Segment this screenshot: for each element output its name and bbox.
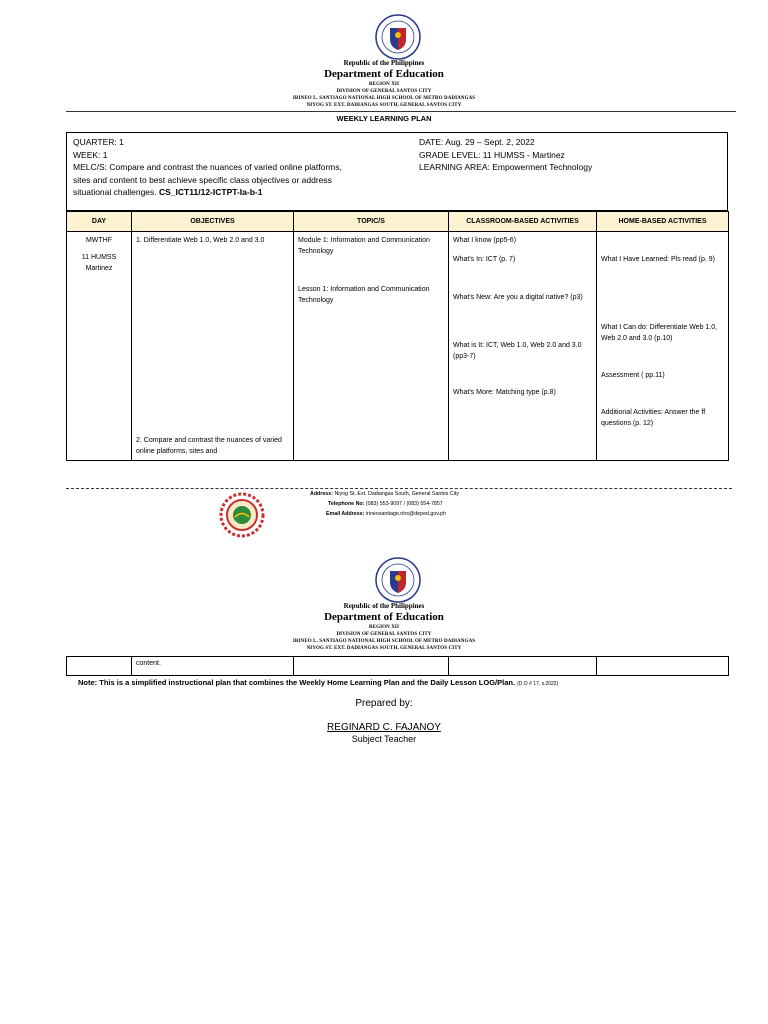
day-cell	[67, 232, 132, 461]
header-topics: TOPIC/S	[294, 212, 449, 232]
note-text: Note: This is a simplified instructional plan that combines the Weekly Home Learning Plan and the Daily Lesson LOG/Plan. (D.O # 17, s.2022)	[78, 678, 559, 687]
grade-level-text: GRADE LEVEL: 11 HUMSS - Martinez	[419, 149, 565, 160]
home-item: What I Can do: Differentiate Web 1.0, Web 2.0 and 3.0 (p.10)	[601, 324, 718, 342]
classroom-item: What's In: ICT (p. 7)	[453, 256, 516, 263]
classroom-item: What's More: Matching type (p.8)	[453, 389, 556, 396]
division-text: DIVISION OF GENERAL SANTOS CITY	[336, 89, 432, 94]
school-name: IRINEO L. SANTIAGO NATIONAL HIGH SCHOOL OF METRO DADIANGAS	[292, 96, 476, 101]
day-cell	[67, 657, 132, 676]
classroom-item: What is It: ICT, Web 1.0, Web 2.0 and 3.0 (pp3-7)	[453, 342, 582, 360]
week-text: WEEK: 1	[73, 149, 108, 160]
day-text: MWTHF	[85, 237, 113, 244]
footer-email: Email Address: irineosantiago.nhs@deped.gov.ph	[326, 511, 446, 517]
republic-text: Republic of the Philippines	[343, 602, 425, 610]
republic-text: Republic of the Philippines	[343, 59, 425, 67]
continuation-table	[66, 656, 729, 676]
info-right	[419, 136, 719, 174]
objectives-cell: content.	[132, 657, 294, 676]
home-item: Assessment ( pp.11)	[601, 372, 665, 379]
footer-address: Address: Niyog St. Ext. Dadiangas South, General Santos City	[310, 491, 459, 497]
division-text: DIVISION OF GENERAL SANTOS CITY	[336, 632, 432, 637]
plan-table	[66, 211, 729, 461]
note-ref: (D.O # 17, s.2022)	[517, 681, 559, 687]
classroom-cell	[449, 657, 597, 676]
home-cell	[597, 232, 729, 461]
melc-code: CS_ICT11/12-ICTPT-Ia-b-1	[159, 187, 263, 197]
quarter-text: QUARTER: 1	[73, 137, 124, 147]
melc-line-2: sites and content to best achieve specific class objectives or address	[73, 174, 332, 185]
table-row	[67, 657, 729, 676]
objective-item: 1. Differentiate Web 1.0, Web 2.0 and 3.0	[136, 237, 265, 244]
school-name: IRINEO L. SANTIAGO NATIONAL HIGH SCHOOL OF METRO DADIANGAS	[292, 639, 476, 644]
classroom-item: What I know (pp5-6)	[453, 237, 517, 244]
region-text: REGION XII	[368, 82, 400, 87]
header-objectives: OBJECTIVES	[132, 212, 294, 232]
section-name: Martinez	[85, 265, 113, 272]
deped-seal-icon	[375, 557, 421, 603]
header-classroom: CLASSROOM-BASED ACTIVITIES	[449, 212, 597, 232]
date-text: DATE: Aug. 29 – Sept. 2, 2022	[419, 137, 535, 147]
classroom-cell	[449, 232, 597, 461]
melc-line-3: situational challenges. CS_ICT11/12-ICTPT-Ia-b-1	[73, 187, 263, 197]
home-item: Additional Activities: Answer the ff questions (p. 12)	[601, 409, 706, 427]
header-day: DAY	[67, 212, 132, 232]
page-title: WEEKLY LEARNING PLAN	[336, 114, 432, 123]
info-left	[73, 136, 413, 199]
header-home: HOME-BASED ACTIVITIES	[597, 212, 729, 232]
table-row	[67, 232, 729, 461]
melc-text: MELC/S: Compare and contrast the nuances of varied online platforms,	[73, 162, 342, 172]
teacher-name: REGINARD C. FAJANOY	[327, 722, 441, 733]
prepared-by-label: Prepared by:	[355, 698, 413, 709]
learning-area-text: LEARNING AREA: Empowerment Technology	[419, 162, 593, 172]
home-item: What I Have Learned: Pls read (p. 9)	[601, 256, 715, 263]
topic-item: Module 1: Information and Communication Technology	[298, 237, 430, 255]
deped-seal-icon	[375, 14, 421, 60]
section-text: 11 HUMSS	[81, 254, 117, 261]
objectives-cell	[132, 232, 294, 461]
teacher-role: Subject Teacher	[351, 734, 417, 744]
footer-telephone: Telephone No: (083) 553-9097 / (083) 554-7857	[328, 501, 443, 507]
table-header-row	[67, 212, 729, 232]
region-text: REGION XII	[368, 625, 400, 630]
topics-cell	[294, 657, 449, 676]
department-title: Department of Education	[324, 611, 444, 623]
home-cell	[597, 657, 729, 676]
objective-item: 2. Compare and contrast the nuances of varied online platforms, sites and	[136, 437, 282, 455]
classroom-item: What's New: Are you a digital native? (p3)	[453, 294, 583, 301]
topic-item: Lesson 1: Information and Communication Technology	[298, 286, 430, 304]
info-box	[66, 132, 728, 211]
department-title: Department of Education	[324, 68, 444, 80]
header-rule	[66, 111, 736, 112]
school-address: NIYOG ST. EXT. DADIANGAS SOUTH, GENERAL SANTOS CITY	[306, 103, 462, 108]
school-seal-icon	[219, 492, 265, 538]
footer-divider	[66, 488, 732, 489]
school-address: NIYOG ST. EXT. DADIANGAS SOUTH, GENERAL SANTOS CITY	[306, 646, 462, 651]
topics-cell	[294, 232, 449, 461]
